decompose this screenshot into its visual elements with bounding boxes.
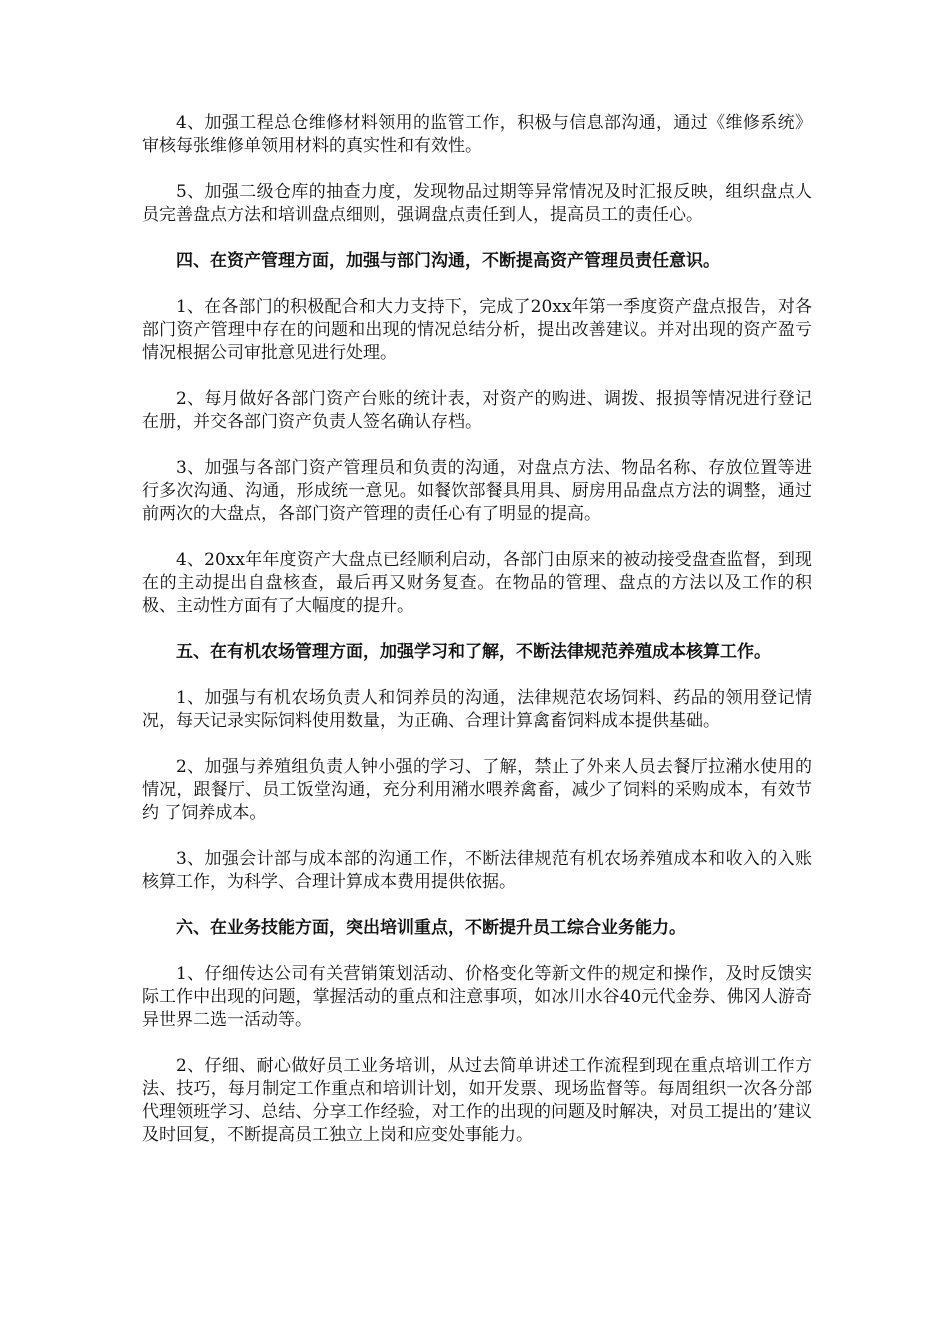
paragraph-5-secondary-warehouse: 5、加强二级仓库的抽查力度，发现物品过期等异常情况及时汇报反映，组织盘点人员完善盘点方法和培训盘点细则，强调盘点责任到人，提高员工的责任心。 [142,182,812,225]
paragraph-skills-2: 2、仔细、耐心做好员工业务培训，从过去简单讲述工作流程到现在重点培训工作方法、技巧，每月制定工作重点和培训计划，如开发票、现场监督等。每周组织一次各分部代理领班学习、总结、分享工作经验，对工作的出现的问题及时解决，对员工提出的’建议及时回复，不断提高员工独立上岗和应变处事能力。 [142,1056,812,1145]
paragraph-asset-4: 4、20xx年年度资产大盘点已经顺利启动，各部门由原来的被动接受盘查监督，到现在的主动提出自盘核查，最后再又财务复查。在物品的管理、盘点的方法以及工作的积极、主动性方面有了大幅度的提升。 [142,550,812,616]
paragraph-farm-2: 2、加强与养殖组负责人钟小强的学习、了解，禁止了外来人员去餐厅拉潲水使用的情况，跟餐厅、员工饭堂沟通，充分利用潲水喂养禽畜，减少了饲料的采购成本，有效节约 了饲养成本。 [142,757,812,823]
paragraph-asset-2: 2、每月做好各部门资产台账的统计表，对资产的购进、调拨、报损等情况进行登记在册，并交各部门资产负责人签名确认存档。 [142,389,812,432]
paragraph-skills-1: 1、仔细传达公司有关营销策划活动、价格变化等新文件的规定和操作，及时反馈实际工作中出现的问题，掌握活动的重点和注意事项，如冰川水谷40元代金券、佛冈人游奇异世界二选一活动等。 [142,964,812,1030]
paragraph-4-warehouse-monitoring: 4、加强工程总仓维修材料领用的监管工作，积极与信息部沟通，通过《维修系统》审核每张维修单领用材料的真实性和有效性。 [142,113,812,156]
document-body [142,112,812,1170]
paragraph-farm-1: 1、加强与有机农场负责人和饲养员的沟通，法律规范农场饲料、药品的领用登记情况，每天记录实际饲料使用数量，为正确、合理计算禽畜饲料成本提供基础。 [142,688,812,731]
section-heading-organic-farm: 五、在有机农场管理方面，加强学习和了解，不断法律规范养殖成本核算工作。 [176,642,771,662]
paragraph-asset-1: 1、在各部门的积极配合和大力支持下，完成了20xx年第一季度资产盘点报告，对各部门资产管理中存在的问题和出现的情况总结分析，提出改善建议。并对出现的资产盈亏情况根据公司审批意见进行处理。 [142,297,812,363]
section-heading-asset-management: 四、在资产管理方面，加强与部门沟通，不断提高资产管理员责任意识。 [176,251,720,271]
paragraph-asset-3: 3、加强与各部门资产管理员和负责的沟通，对盘点方法、物品名称、存放位置等进行多次沟通、沟通，形成统一意见。如餐饮部餐具用具、厨房用品盘点方法的调整，通过前两次的大盘点，各部门资产管理的责任心有了明显的提高。 [142,458,812,524]
section-heading-business-skills: 六、在业务技能方面，突出培训重点，不断提升员工综合业务能力。 [176,918,686,938]
paragraph-farm-3: 3、加强会计部与成本部的沟通工作，不断法律规范有机农场养殖成本和收入的入账核算工作，为科学、合理计算成本费用提供依据。 [142,849,812,892]
